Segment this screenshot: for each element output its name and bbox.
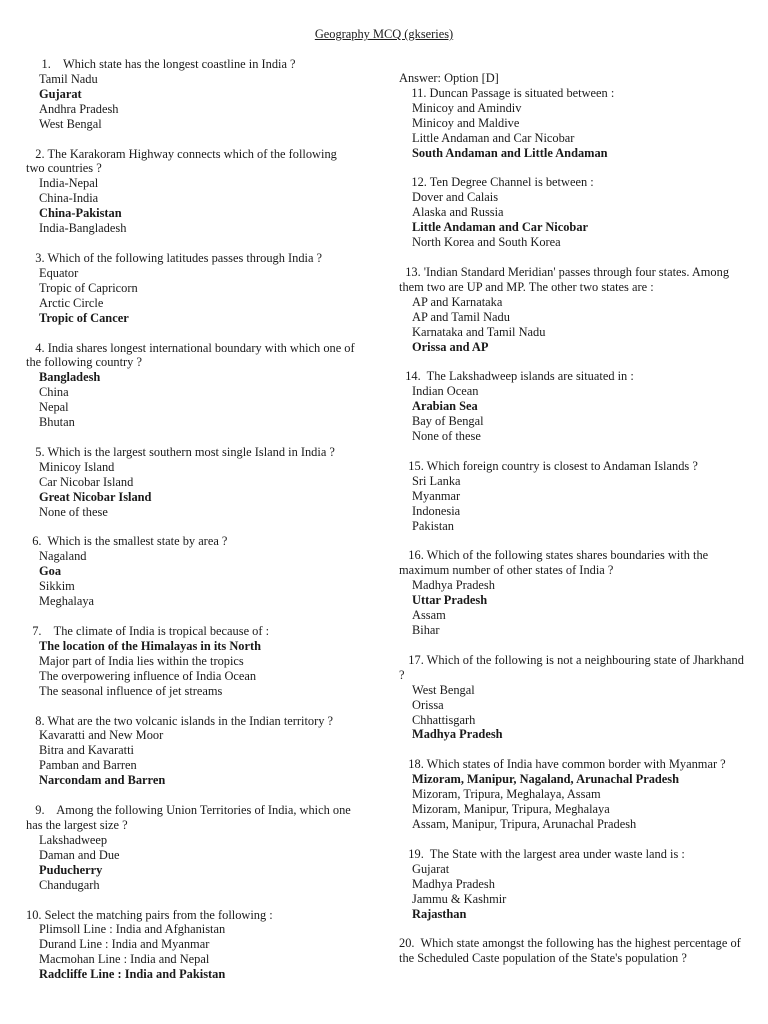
question-block (26, 445, 356, 520)
question-text: 7. The climate of India is tropical because of : (26, 624, 270, 638)
correct-option: Gujarat (39, 86, 82, 101)
option: West Bengal (412, 682, 475, 697)
option: Andhra Pradesh (39, 101, 119, 116)
question-block (26, 803, 356, 892)
correct-option: Radcliffe Line : India and Pakistan (39, 967, 226, 982)
correct-option: Puducherry (39, 862, 103, 877)
option: Macmohan Line : India and Nepal (39, 952, 210, 967)
option: Bitra and Kavaratti (39, 743, 134, 758)
option: Assam, Manipur, Tripura, Arunachal Pradesh (412, 816, 637, 831)
option: Madhya Pradesh (412, 578, 495, 593)
question-text: 9. Among the following Union Territories of India, which one has the largest size ? (26, 803, 354, 832)
question-text: 19. The State with the largest area under waste land is : (399, 846, 685, 861)
option: Alaska and Russia (412, 205, 504, 220)
option: Gujarat (412, 861, 450, 876)
correct-option: China-Pakistan (39, 206, 122, 221)
option: Dover and Calais (412, 190, 499, 205)
option: Indian Ocean (412, 384, 479, 399)
correct-option: Mizoram, Manipur, Nagaland, Arunachal Pradesh (412, 772, 679, 787)
correct-option: Bangladesh (39, 370, 101, 385)
question-block (399, 757, 744, 832)
option: Little Andaman and Car Nicobar (412, 130, 575, 145)
option: Nagaland (39, 549, 87, 564)
correct-option: Little Andaman and Car Nicobar (412, 220, 589, 235)
question-text: 5. Which is the largest southern most single Island in India ? (26, 444, 335, 459)
question-text: 16. Which of the following states shares boundaries with the maximum number of other states of India ? (399, 548, 712, 578)
option: Bhutan (39, 415, 75, 430)
right-column (399, 71, 748, 981)
question-text: 14. The Lakshadweep islands are situated in : (399, 369, 634, 384)
option: Major part of India lies within the tropics (39, 653, 244, 668)
question-text: 17. Which of the following is not a neighbouring state of Jharkhand ? (399, 652, 748, 682)
option: Meghalaya (39, 594, 95, 609)
question-block (26, 534, 356, 609)
question-block (399, 369, 744, 444)
option: AP and Karnataka (412, 294, 503, 309)
option: Myanmar (412, 488, 461, 503)
correct-option: Madhya Pradesh (412, 727, 503, 742)
question-block (26, 251, 356, 326)
correct-option: The location of the Himalayas in its North (39, 638, 261, 653)
option: Daman and Due (39, 847, 120, 862)
question-text: 13. 'Indian Standard Meridian' passes through four states. Among them two are UP and MP. The other two states are : (399, 264, 733, 294)
question-block (399, 175, 744, 250)
question-block (399, 265, 744, 354)
question-block (26, 908, 356, 983)
option: Minicoy and Maldive (412, 115, 520, 130)
option: Mizoram, Manipur, Tripura, Meghalaya (412, 802, 610, 817)
option: Pakistan (412, 518, 454, 533)
question-text: 2. The Karakoram Highway connects which of the following two countries ? (26, 146, 340, 176)
option: Sri Lanka (412, 473, 461, 488)
option: Karnataka and Tamil Nadu (412, 324, 546, 339)
option: Chhattisgarh (412, 712, 476, 727)
option: Indonesia (412, 503, 461, 518)
option: Sikkim (39, 579, 75, 594)
option: AP and Tamil Nadu (412, 309, 510, 324)
question-block (399, 936, 744, 966)
document-title: Geography MCQ (gkseries) (314, 27, 454, 41)
question-block (26, 624, 356, 699)
option: The overpowering influence of India Ocean (39, 668, 257, 683)
question-block (26, 57, 356, 132)
question-block (399, 86, 744, 161)
question-text: 6. Which is the smallest state by area ? (26, 534, 228, 549)
option: Minicoy and Amindiv (412, 100, 522, 115)
question-text: 4. India shares longest international boundary with which one of the following country ? (26, 340, 358, 370)
option: Jammu & Kashmir (412, 891, 507, 906)
question-text: 10. Select the matching pairs from the following : (26, 907, 273, 922)
question-text: 11. Duncan Passage is situated between : (399, 85, 615, 100)
option: Kavaratti and New Moor (39, 728, 164, 743)
option: West Bengal (39, 116, 102, 131)
correct-option: Arabian Sea (412, 399, 478, 414)
question-text: 15. Which foreign country is closest to Andaman Islands ? (399, 458, 698, 473)
option: Minicoy Island (39, 459, 115, 474)
question-text: 3. Which of the following latitudes passes through India ? (26, 250, 323, 265)
question-text: 12. Ten Degree Channel is between : (399, 175, 594, 190)
correct-option: South Andaman and Little Andaman (412, 145, 608, 160)
option: North Korea and South Korea (412, 235, 561, 250)
option: Mizoram, Tripura, Meghalaya, Assam (412, 787, 601, 802)
correct-option: Great Nicobar Island (39, 489, 152, 504)
correct-option: Uttar Pradesh (412, 593, 488, 608)
option: Pamban and Barren (39, 758, 137, 773)
question-text: 18. Which states of India have common border with Myanmar ? (399, 757, 726, 772)
option: Plimsoll Line : India and Afghanistan (39, 922, 226, 937)
left-column (26, 57, 356, 997)
option: Assam (412, 608, 446, 623)
question-block (399, 459, 744, 534)
question-block (26, 147, 356, 236)
option: China-India (39, 191, 99, 206)
option: Equator (39, 265, 79, 280)
answer-line: Answer: Option [D] (399, 71, 499, 85)
option: India-Bangladesh (39, 221, 127, 236)
option: India-Nepal (39, 176, 99, 191)
correct-option: Narcondam and Barren (39, 773, 166, 788)
question-block (399, 548, 744, 637)
option: Car Nicobar Island (39, 474, 134, 489)
option: Tropic of Capricorn (39, 280, 138, 295)
option: Madhya Pradesh (412, 876, 495, 891)
question-text: 8. What are the two volcanic islands in the Indian territory ? (26, 713, 334, 728)
option: Arctic Circle (39, 295, 104, 310)
option: Nepal (39, 400, 69, 415)
correct-option: Rajasthan (412, 906, 467, 921)
correct-option: Tropic of Cancer (39, 310, 129, 325)
option: Tamil Nadu (39, 71, 98, 86)
option: Chandugarh (39, 877, 100, 892)
option: Bihar (412, 623, 440, 637)
option: Durand Line : India and Myanmar (39, 937, 210, 952)
option: China (39, 385, 69, 400)
option: Bay of Bengal (412, 414, 484, 429)
question-text: 1. Which state has the longest coastline in India ? (26, 57, 296, 71)
question-block (26, 341, 356, 430)
option: Orissa (412, 697, 444, 712)
correct-option: Orissa and AP (412, 339, 489, 354)
question-block (26, 714, 356, 789)
question-block (399, 847, 744, 922)
correct-option: Goa (39, 564, 62, 579)
question-block (399, 652, 748, 742)
option: Lakshadweep (39, 832, 108, 847)
question-text: 20. Which state amongst the following has the highest percentage of the Scheduled Caste population of the State's population ? (399, 936, 744, 966)
option: The seasonal influence of jet streams (39, 683, 223, 698)
option: None of these (412, 429, 481, 444)
option: None of these (39, 504, 108, 519)
